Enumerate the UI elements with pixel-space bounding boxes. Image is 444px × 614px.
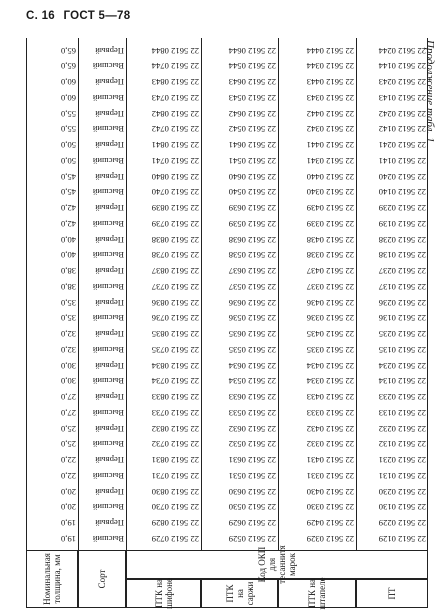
table-row xyxy=(26,326,428,342)
thickness-cell: 50,0 xyxy=(60,156,76,166)
grade-cell: Высший xyxy=(92,124,124,135)
pt-cell: 22 5612 0234 xyxy=(378,360,426,371)
thickness-cell: 65,0 xyxy=(60,61,76,72)
ptk-sarzhe-cell: 22 5612 0536 xyxy=(228,313,276,324)
table-row xyxy=(26,152,428,168)
thickness-cell: 19,0 xyxy=(60,518,76,529)
ptk-ittyale-cell: 22 5612 0440 xyxy=(306,171,354,182)
ptk-ittyale-cell: 22 5612 0332 xyxy=(306,439,354,450)
standard-code: ГОСТ 5—78 xyxy=(63,10,131,22)
table-row xyxy=(26,168,428,184)
thickness-cell: 35,0 xyxy=(60,313,76,324)
grade-cell: Высший xyxy=(92,156,124,166)
ptk-sarzhe-cell: 22 5612 0539 xyxy=(228,219,276,229)
thickness-cell: 20,0 xyxy=(60,502,76,513)
pt-cell: 22 5612 0244 xyxy=(378,45,426,56)
ptk-sarzhe-cell: 22 5612 0630 xyxy=(228,486,276,497)
ptk-sarzhe-cell: 22 5612 0535 xyxy=(228,345,276,355)
ptk-ittyale-cell: 22 5612 0444 xyxy=(306,45,354,56)
ptk-sarzhe-cell: 22 5612 0634 xyxy=(228,360,276,371)
grade-cell: Высший xyxy=(92,408,124,418)
ptk-sarzhe-cell: 22 5612 0537 xyxy=(228,282,276,292)
ptk-shiphone-cell: 22 5612 0832 xyxy=(151,423,199,434)
table-row xyxy=(26,373,428,389)
ptk-ittyale-cell: 22 5612 0434 xyxy=(306,360,354,371)
ptk-shiphone-cell: 22 5612 0741 xyxy=(151,156,199,166)
pt-cell: 22 5612 0142 xyxy=(378,124,426,135)
ptk-sarzhe-cell: 22 5612 0640 xyxy=(228,171,276,182)
ptk-shiphone-cell: 22 5612 0738 xyxy=(151,250,199,261)
ptk-ittyale-cell: 22 5612 0338 xyxy=(306,250,354,261)
ptk-sarzhe-cell: 22 5612 0544 xyxy=(228,61,276,72)
ptk-shiphone-cell: 22 5612 0737 xyxy=(151,282,199,292)
header-grade xyxy=(78,550,126,608)
thickness-cell: 40,0 xyxy=(60,234,76,245)
table-row xyxy=(26,121,428,137)
thickness-cell: 45,0 xyxy=(60,171,76,182)
table-row xyxy=(26,74,428,90)
ptk-shiphone-cell: 22 5612 0739 xyxy=(151,219,199,229)
header-grade-label: Сорт xyxy=(97,569,107,589)
header-ptk-shiphone-label: ПТК на шифоне xyxy=(153,578,174,609)
thickness-cell: 60,0 xyxy=(60,93,76,103)
grade-cell: Первый xyxy=(95,234,124,245)
grade-cell: Первый xyxy=(95,329,124,340)
ptk-ittyale-cell: 22 5612 0442 xyxy=(306,108,354,119)
ptk-sarzhe-cell: 22 5612 0637 xyxy=(228,266,276,277)
pt-cell: 22 5612 0236 xyxy=(378,297,426,308)
ptk-shiphone-cell: 22 5612 0830 xyxy=(151,486,199,497)
grade-cell: Первый xyxy=(95,423,124,434)
table-row xyxy=(26,357,428,373)
ptk-sarzhe-cell: 22 5612 0532 xyxy=(228,439,276,450)
ptk-shiphone-cell: 22 5612 0740 xyxy=(151,187,199,198)
table-row xyxy=(26,310,428,326)
grade-cell: Высший xyxy=(92,345,124,355)
header-okp-group-label: Код ОКП для тесаннитя марок xyxy=(257,545,297,584)
grade-cell: Первый xyxy=(95,140,124,151)
ptk-shiphone-cell: 22 5612 0837 xyxy=(151,266,199,277)
thickness-cell: 55,0 xyxy=(60,124,76,135)
pt-cell: 22 5612 0137 xyxy=(378,282,426,292)
ptk-shiphone-cell: 22 5612 0729 xyxy=(151,534,199,544)
pt-cell: 22 5612 0135 xyxy=(378,345,426,355)
table-row xyxy=(26,200,428,216)
thickness-cell: 27,0 xyxy=(60,392,76,403)
pt-cell: 22 5612 0133 xyxy=(378,408,426,418)
grade-cell: Высший xyxy=(92,313,124,324)
thickness-cell: 60,0 xyxy=(60,77,76,88)
ptk-sarzhe-cell: 22 5612 0531 xyxy=(228,471,276,481)
ptk-shiphone-cell: 22 5612 0840 xyxy=(151,171,199,182)
pt-cell: 22 5612 0134 xyxy=(378,376,426,387)
table-row xyxy=(26,499,428,515)
ptk-ittyale-cell: 22 5612 0329 xyxy=(306,534,354,544)
ptk-ittyale-cell: 22 5612 0335 xyxy=(306,345,354,355)
grade-cell: Высший xyxy=(92,187,124,198)
header-ptk-shiphone xyxy=(126,579,201,608)
thickness-cell: 50,0 xyxy=(60,140,76,151)
pt-cell: 22 5612 0144 xyxy=(378,61,426,72)
grade-cell: Первый xyxy=(95,486,124,497)
table-row xyxy=(26,467,428,483)
header-pt-label: ПТ xyxy=(387,587,397,600)
header-ptk-ittyale-label: ПТК на штапеле xyxy=(307,577,327,610)
pt-cell: 22 5612 0232 xyxy=(378,423,426,434)
table-row xyxy=(26,420,428,436)
ptk-ittyale-cell: 22 5612 0333 xyxy=(306,408,354,418)
thickness-cell: 35,0 xyxy=(60,297,76,308)
ptk-ittyale-cell: 22 5612 0342 xyxy=(306,124,354,135)
ptk-sarzhe-cell: 22 5612 0533 xyxy=(228,408,276,418)
ptk-shiphone-cell: 22 5612 0834 xyxy=(151,360,199,371)
header-okp-group xyxy=(126,545,428,584)
grade-cell: Первый xyxy=(95,392,124,403)
table-row xyxy=(26,89,428,105)
grade-cell: Первый xyxy=(95,297,124,308)
ptk-ittyale-cell: 22 5612 0331 xyxy=(306,471,354,481)
pt-cell: 22 5612 0242 xyxy=(378,108,426,119)
ptk-ittyale-cell: 22 5612 0431 xyxy=(306,455,354,466)
pt-cell: 22 5612 0235 xyxy=(378,329,426,340)
header-pt xyxy=(356,579,428,608)
ptk-shiphone-cell: 22 5612 0730 xyxy=(151,502,199,513)
ptk-shiphone-cell: 22 5612 0731 xyxy=(151,471,199,481)
ptk-ittyale-cell: 22 5612 0334 xyxy=(306,376,354,387)
ptk-shiphone-cell: 22 5612 0831 xyxy=(151,455,199,466)
code-table xyxy=(26,38,428,608)
thickness-cell: 40,0 xyxy=(60,250,76,261)
pt-cell: 22 5612 0237 xyxy=(378,266,426,277)
pt-cell: 22 5612 0239 xyxy=(378,203,426,214)
thickness-cell: 22,0 xyxy=(60,471,76,481)
ptk-shiphone-cell: 22 5612 0841 xyxy=(151,140,199,151)
ptk-sarzhe-cell: 22 5612 0534 xyxy=(228,376,276,387)
grade-cell: Высший xyxy=(92,61,124,72)
thickness-cell: 65,0 xyxy=(60,45,76,56)
grade-cell: Высший xyxy=(92,439,124,450)
ptk-sarzhe-cell: 22 5612 0641 xyxy=(228,140,276,151)
grade-cell: Высший xyxy=(92,93,124,103)
thickness-cell: 38,0 xyxy=(60,266,76,277)
header-ptk-sarzhe xyxy=(201,579,278,608)
table-row xyxy=(26,58,428,74)
pt-cell: 22 5612 0132 xyxy=(378,439,426,450)
ptk-sarzhe-cell: 22 5612 0636 xyxy=(228,297,276,308)
table-row xyxy=(26,278,428,294)
grade-cell: Первый xyxy=(95,203,124,214)
pt-cell: 22 5612 0141 xyxy=(378,156,426,166)
thickness-cell: 30,0 xyxy=(60,360,76,371)
continuation-label: Продолжение табл. 1 xyxy=(424,40,436,143)
ptk-sarzhe-cell: 22 5612 0540 xyxy=(228,187,276,198)
ptk-sarzhe-cell: 22 5612 0541 xyxy=(228,156,276,166)
ptk-shiphone-cell: 22 5612 0835 xyxy=(151,329,199,340)
ptk-sarzhe-cell: 22 5612 0529 xyxy=(228,534,276,544)
thickness-cell: 42,0 xyxy=(60,203,76,214)
ptk-shiphone-cell: 22 5612 0833 xyxy=(151,392,199,403)
table-row xyxy=(26,515,428,531)
ptk-ittyale-cell: 22 5612 0437 xyxy=(306,266,354,277)
ptk-shiphone-cell: 22 5612 0838 xyxy=(151,234,199,245)
table-row xyxy=(26,404,428,420)
ptk-ittyale-cell: 22 5612 0443 xyxy=(306,77,354,88)
ptk-ittyale-cell: 22 5612 0337 xyxy=(306,282,354,292)
ptk-ittyale-cell: 22 5612 0344 xyxy=(306,61,354,72)
ptk-sarzhe-cell: 22 5612 0644 xyxy=(228,45,276,56)
pt-cell: 22 5612 0231 xyxy=(378,455,426,466)
ptk-sarzhe-cell: 22 5612 0635 xyxy=(228,329,276,340)
table-row xyxy=(26,452,428,468)
thickness-cell: 32,0 xyxy=(60,345,76,355)
table-row xyxy=(26,263,428,279)
thickness-cell: 25,0 xyxy=(60,423,76,434)
grade-cell: Первый xyxy=(95,45,124,56)
ptk-ittyale-cell: 22 5612 0343 xyxy=(306,93,354,103)
header-thickness xyxy=(26,550,78,608)
ptk-shiphone-cell: 22 5612 0733 xyxy=(151,408,199,418)
grade-cell: Высший xyxy=(92,219,124,229)
ptk-ittyale-cell: 22 5612 0336 xyxy=(306,313,354,324)
pt-cell: 22 5612 0229 xyxy=(378,518,426,529)
ptk-ittyale-cell: 22 5612 0330 xyxy=(306,502,354,513)
pt-cell: 22 5612 0139 xyxy=(378,219,426,229)
header-ptk-ittyale xyxy=(278,579,356,608)
ptk-shiphone-cell: 22 5612 0734 xyxy=(151,376,199,387)
thickness-cell: 22,0 xyxy=(60,455,76,466)
ptk-sarzhe-cell: 22 5612 0530 xyxy=(228,502,276,513)
grade-cell: Высший xyxy=(92,471,124,481)
ptk-ittyale-cell: 22 5612 0340 xyxy=(306,187,354,198)
ptk-shiphone-cell: 22 5612 0732 xyxy=(151,439,199,450)
pt-cell: 22 5612 0140 xyxy=(378,187,426,198)
grade-cell: Первый xyxy=(95,171,124,182)
pt-cell: 22 5612 0230 xyxy=(378,486,426,497)
ptk-sarzhe-cell: 22 5612 0639 xyxy=(228,203,276,214)
table-row xyxy=(26,294,428,310)
ptk-sarzhe-cell: 22 5612 0642 xyxy=(228,108,276,119)
ptk-ittyale-cell: 22 5612 0441 xyxy=(306,140,354,151)
table-row xyxy=(26,247,428,263)
ptk-ittyale-cell: 22 5612 0430 xyxy=(306,486,354,497)
grade-cell: Первый xyxy=(95,360,124,371)
grade-cell: Первый xyxy=(95,266,124,277)
pt-cell: 22 5612 0138 xyxy=(378,250,426,261)
ptk-sarzhe-cell: 22 5612 0643 xyxy=(228,77,276,88)
grade-cell: Первый xyxy=(95,455,124,466)
ptk-sarzhe-cell: 22 5612 0538 xyxy=(228,250,276,261)
ptk-shiphone-cell: 22 5612 0735 xyxy=(151,345,199,355)
ptk-sarzhe-cell: 22 5612 0629 xyxy=(228,518,276,529)
table-row xyxy=(26,341,428,357)
ptk-ittyale-cell: 22 5612 0435 xyxy=(306,329,354,340)
page-number: С. 16 xyxy=(26,10,55,22)
ptk-ittyale-cell: 22 5612 0439 xyxy=(306,203,354,214)
ptk-sarzhe-cell: 22 5612 0631 xyxy=(228,455,276,466)
ptk-ittyale-cell: 22 5612 0433 xyxy=(306,392,354,403)
thickness-cell: 38,0 xyxy=(60,282,76,292)
pt-cell: 22 5612 0143 xyxy=(378,93,426,103)
ptk-sarzhe-cell: 22 5612 0633 xyxy=(228,392,276,403)
ptk-shiphone-cell: 22 5612 0744 xyxy=(151,61,199,72)
ptk-ittyale-cell: 22 5612 0339 xyxy=(306,219,354,229)
ptk-shiphone-cell: 22 5612 0829 xyxy=(151,518,199,529)
thickness-cell: 19,0 xyxy=(60,534,76,544)
pt-cell: 22 5612 0238 xyxy=(378,234,426,245)
pt-cell: 22 5612 0233 xyxy=(378,392,426,403)
ptk-sarzhe-cell: 22 5612 0638 xyxy=(228,234,276,245)
pt-cell: 22 5612 0131 xyxy=(378,471,426,481)
ptk-ittyale-cell: 22 5612 0436 xyxy=(306,297,354,308)
table-row xyxy=(26,436,428,452)
grade-cell: Первый xyxy=(95,108,124,119)
pt-cell: 22 5612 0240 xyxy=(378,171,426,182)
ptk-ittyale-cell: 22 5612 0429 xyxy=(306,518,354,529)
grade-cell: Высший xyxy=(92,282,124,292)
ptk-shiphone-cell: 22 5612 0836 xyxy=(151,297,199,308)
thickness-cell: 25,0 xyxy=(60,439,76,450)
grade-cell: Высший xyxy=(92,250,124,261)
thickness-cell: 30,0 xyxy=(60,376,76,387)
table-row xyxy=(26,137,428,153)
pt-cell: 22 5612 0129 xyxy=(378,534,426,544)
table-row xyxy=(26,105,428,121)
thickness-cell: 45,0 xyxy=(60,187,76,198)
table-row xyxy=(26,215,428,231)
header-thickness-label: Номинальная толщина, мм xyxy=(42,553,62,605)
pt-cell: 22 5612 0136 xyxy=(378,313,426,324)
table-row xyxy=(26,231,428,247)
table-row xyxy=(26,42,428,58)
ptk-shiphone-cell: 22 5612 0843 xyxy=(151,77,199,88)
grade-cell: Высший xyxy=(92,534,124,544)
thickness-cell: 55,0 xyxy=(60,108,76,119)
grade-cell: Первый xyxy=(95,77,124,88)
ptk-ittyale-cell: 22 5612 0438 xyxy=(306,234,354,245)
thickness-cell: 20,0 xyxy=(60,486,76,497)
ptk-shiphone-cell: 22 5612 0742 xyxy=(151,124,199,135)
ptk-sarzhe-cell: 22 5612 0632 xyxy=(228,423,276,434)
thickness-cell: 32,0 xyxy=(60,329,76,340)
grade-cell: Высший xyxy=(92,376,124,387)
pt-cell: 22 5612 0241 xyxy=(378,140,426,151)
grade-cell: Первый xyxy=(95,518,124,529)
table-row xyxy=(26,483,428,499)
ptk-shiphone-cell: 22 5612 0844 xyxy=(151,45,199,56)
ptk-shiphone-cell: 22 5612 0743 xyxy=(151,93,199,103)
thickness-cell: 27,0 xyxy=(60,408,76,418)
ptk-ittyale-cell: 22 5612 0432 xyxy=(306,423,354,434)
ptk-ittyale-cell: 22 5612 0341 xyxy=(306,156,354,166)
grade-cell: Высший xyxy=(92,502,124,513)
table-row xyxy=(26,389,428,405)
ptk-shiphone-cell: 22 5612 0736 xyxy=(151,313,199,324)
pt-cell: 22 5612 0130 xyxy=(378,502,426,513)
pt-cell: 22 5612 0243 xyxy=(378,77,426,88)
table-row xyxy=(26,530,428,546)
thickness-cell: 42,0 xyxy=(60,219,76,229)
table-row xyxy=(26,184,428,200)
ptk-shiphone-cell: 22 5612 0842 xyxy=(151,108,199,119)
ptk-shiphone-cell: 22 5612 0839 xyxy=(151,203,199,214)
header-ptk-sarzhe-label: ПТК на саржи xyxy=(224,581,255,606)
page-header xyxy=(26,10,135,22)
ptk-sarzhe-cell: 22 5612 0542 xyxy=(228,124,276,135)
ptk-sarzhe-cell: 22 5612 0543 xyxy=(228,93,276,103)
